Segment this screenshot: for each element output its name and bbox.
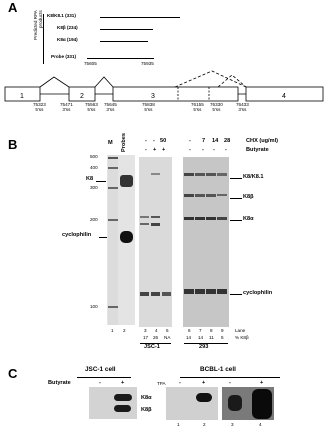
probe-start: 75605 [84, 61, 97, 66]
lane8-k8-k81 [206, 173, 216, 176]
splice-arc-4 [218, 75, 246, 87]
chx-val-lane9: 28 [224, 138, 231, 144]
lane6-cyclophilin [184, 289, 194, 294]
marker-200: 200 [90, 217, 98, 222]
splice-site-2: 75471 3'ss [60, 102, 73, 112]
predicted-rpa-line-1: Predicted RPA [33, 10, 38, 40]
tpa-val-2: + [202, 380, 206, 386]
probes-header: Probes [121, 133, 127, 152]
probe-end: 75935 [141, 61, 154, 66]
butyrate-c-val-2: + [121, 380, 125, 386]
lane5-cyclophilin [162, 292, 171, 296]
right-label-cyclophilin: cyclophilin [243, 290, 273, 296]
butyrate-label: Butyrate [246, 147, 269, 153]
chx-val-lane7: 7 [202, 138, 206, 144]
right-label-k8b: K8β [243, 194, 254, 200]
gel-lane-2 [120, 155, 133, 325]
splice-arc-3 [175, 71, 246, 87]
probe-label: Probe (331) [51, 54, 77, 59]
panel-b-letter: B [8, 137, 18, 152]
lane-number-6: 6 [188, 328, 191, 333]
exon-1-label: 1 [20, 93, 24, 100]
product-k8b-line [100, 29, 153, 30]
panel-c-letter: C [8, 366, 18, 381]
left-label-cyclophilin: cyclophilin [62, 232, 92, 238]
butyrate-c-val-1: - [99, 380, 101, 386]
panel-a-letter: A [8, 0, 18, 15]
chx-val-lane6: - [189, 138, 191, 144]
jsc1-blot [89, 387, 137, 419]
lane7-k8-k81 [195, 173, 205, 176]
lane9-k8a [217, 217, 227, 220]
pct-lane8: 11 [209, 335, 214, 340]
lane9-cyclophilin [217, 289, 227, 294]
gel-lanes-6-9 [183, 157, 229, 327]
but-val-lane9: - [225, 147, 227, 153]
lane7-k8a [195, 217, 205, 220]
marker-band-300 [108, 187, 118, 189]
pct-lane3: 17 [143, 335, 149, 340]
exon-4-label: 4 [282, 93, 286, 100]
lane9-k8-k81 [217, 173, 227, 176]
lane7-k8b [195, 194, 205, 197]
bcbl1-lane2-band [196, 393, 212, 402]
lane3-cyclophilin [140, 292, 149, 296]
lane3-k8b [140, 216, 149, 218]
probe-band-k8 [120, 175, 133, 187]
lane-number-9: 9 [221, 328, 224, 333]
marker-band-400 [108, 167, 118, 169]
splice-site-5: 75838 5'ss [142, 102, 155, 112]
pct-lane5: NA [164, 335, 171, 340]
pct-lane9: 5 [221, 335, 224, 340]
product-k8a-label: K8α (194) [57, 37, 78, 42]
bcbl1-lane3-band [228, 395, 242, 411]
left-label-k8: K8 [86, 176, 94, 182]
butyrate-label-c: Butyrate [48, 380, 71, 386]
lane-number-5: 5 [166, 328, 169, 333]
marker-500: 500 [90, 154, 98, 159]
lane8-cyclophilin [206, 289, 216, 294]
chx-val-lane4: - [153, 138, 155, 144]
probe-line [87, 58, 154, 59]
chx-val-lane8: 14 [212, 138, 219, 144]
but-val-lane7: - [202, 147, 204, 153]
gel-lane-9 [217, 157, 227, 327]
right-pointer-cyclophilin [230, 294, 242, 295]
splice-site-1: 75323 5'ss [33, 102, 46, 112]
splice-arc-2 [95, 77, 113, 87]
right-label-k8a: K8α [243, 216, 254, 222]
band-label-k8a: K8α [141, 395, 152, 401]
tpa-val-3: - [229, 380, 231, 386]
right-pointer-k8-k81 [230, 178, 242, 179]
probe-band-cyclophilin [120, 231, 133, 243]
tpa-label: TPA [157, 381, 166, 386]
exon-3-label: 3 [151, 93, 155, 100]
c-lane-2: 2 [203, 422, 206, 427]
but-val-lane4: + [153, 147, 157, 153]
gel-lane-1 [108, 155, 118, 325]
tpa-val-4: + [260, 380, 264, 386]
product-k8-k81-line [100, 17, 180, 18]
chx-label: CHX (ug/ml) [246, 138, 279, 144]
splice-site-8: 76433 3'ss [236, 102, 249, 112]
lane6-k8-k81 [184, 173, 194, 176]
gel-lanes-3-5 [139, 157, 172, 327]
predicted-rpa-line-2: products [37, 10, 43, 28]
pct-lane7: 14 [198, 335, 204, 340]
marker-band-200 [108, 219, 118, 221]
jsc1-cell-title: JSC-1 cell [85, 366, 116, 373]
jsc1-title-underline [77, 377, 131, 378]
splice-arc-1 [40, 77, 69, 87]
lane3-k8a [140, 223, 149, 225]
c-lane-1: 1 [177, 422, 180, 427]
lane7-cyclophilin [195, 289, 205, 294]
marker-header: M [108, 140, 113, 146]
splice-site-3: 75563 5'ss [85, 102, 98, 112]
gel-lane-6 [184, 157, 194, 327]
right-label-k8-k81: K8/K8.1 [243, 174, 264, 180]
lane-number-8: 8 [210, 328, 213, 333]
lane-title: Lane [235, 328, 246, 333]
marker-400: 400 [90, 165, 98, 170]
product-k8-k81-label: K8/K8.1 (331) [47, 13, 76, 18]
but-val-lane5: + [162, 147, 166, 153]
bcbl1-blot-right [222, 387, 274, 420]
splice-site-6: 76155 5'ss [191, 102, 204, 112]
lane-number-3: 3 [144, 328, 147, 333]
lane6-k8a [184, 217, 194, 220]
gel-lane-7 [195, 157, 205, 327]
lane4-k8-k81 [151, 173, 160, 175]
lane8-k8a [206, 217, 216, 220]
gel-lane-3 [140, 157, 149, 327]
lane6-k8b [184, 194, 194, 197]
lane-number-4: 4 [155, 328, 158, 333]
but-val-lane6: - [189, 147, 191, 153]
lane-number-1: 1 [111, 328, 114, 333]
splice-site-4: 75645 3'ss [104, 102, 117, 112]
gene-structure-diagram [0, 70, 331, 114]
jsc1-band-k8b [114, 405, 131, 412]
gel-lanes-1-2 [107, 155, 135, 325]
pct-lane4: 26 [153, 335, 159, 340]
but-val-lane3: - [145, 147, 147, 153]
left-pointer-k8 [96, 181, 106, 182]
lane8-k8b [206, 194, 216, 197]
product-k8b-label: K8β (234) [57, 25, 78, 30]
tpa-val-1: - [179, 380, 181, 386]
but-val-lane8: - [213, 147, 215, 153]
lane-number-2: 2 [123, 328, 126, 333]
marker-band-500 [108, 157, 118, 159]
lane4-cyclophilin [151, 292, 160, 296]
exon-3-box [113, 87, 238, 101]
right-pointer-k8b [230, 198, 242, 199]
marker-band-100 [108, 306, 118, 308]
marker-100: 100 [90, 304, 98, 309]
bcbl1-lane4-band [252, 389, 272, 419]
band-label-k8b: K8β [141, 407, 152, 413]
marker-300: 300 [90, 185, 98, 190]
gel-lane-4 [151, 157, 160, 327]
bcbl1-title-underline [180, 377, 280, 378]
chx-val-lane3: - [145, 138, 147, 144]
lane4-k8a [151, 223, 160, 226]
cell-line-jsc1: JSC-1 [144, 344, 160, 350]
percent-title: % K8β [235, 335, 249, 340]
exon-2-label: 2 [80, 93, 84, 100]
bcbl1-blot-left [166, 387, 218, 420]
lane4-k8b [151, 216, 160, 218]
gel-lane-5 [162, 157, 171, 327]
predicted-rpa-label [34, 0, 43, 40]
pct-lane6: 14 [186, 335, 192, 340]
right-pointer-k8a [230, 220, 242, 221]
splice-site-7: 76330 5'ss [210, 102, 223, 112]
cell-line-293: 293 [199, 344, 209, 350]
c-lane-4: 4 [259, 422, 262, 427]
bcbl1-cell-title: BCBL-1 cell [200, 366, 236, 373]
c-lane-3: 3 [231, 422, 234, 427]
lane-number-7: 7 [199, 328, 202, 333]
predicted-rpa-bracket [43, 14, 44, 64]
product-k8a-line [100, 41, 148, 42]
lane9-k8b [217, 194, 227, 196]
jsc1-band-k8a [114, 394, 132, 401]
gel-lane-8 [206, 157, 216, 327]
chx-val-lane5: 50 [160, 138, 167, 144]
